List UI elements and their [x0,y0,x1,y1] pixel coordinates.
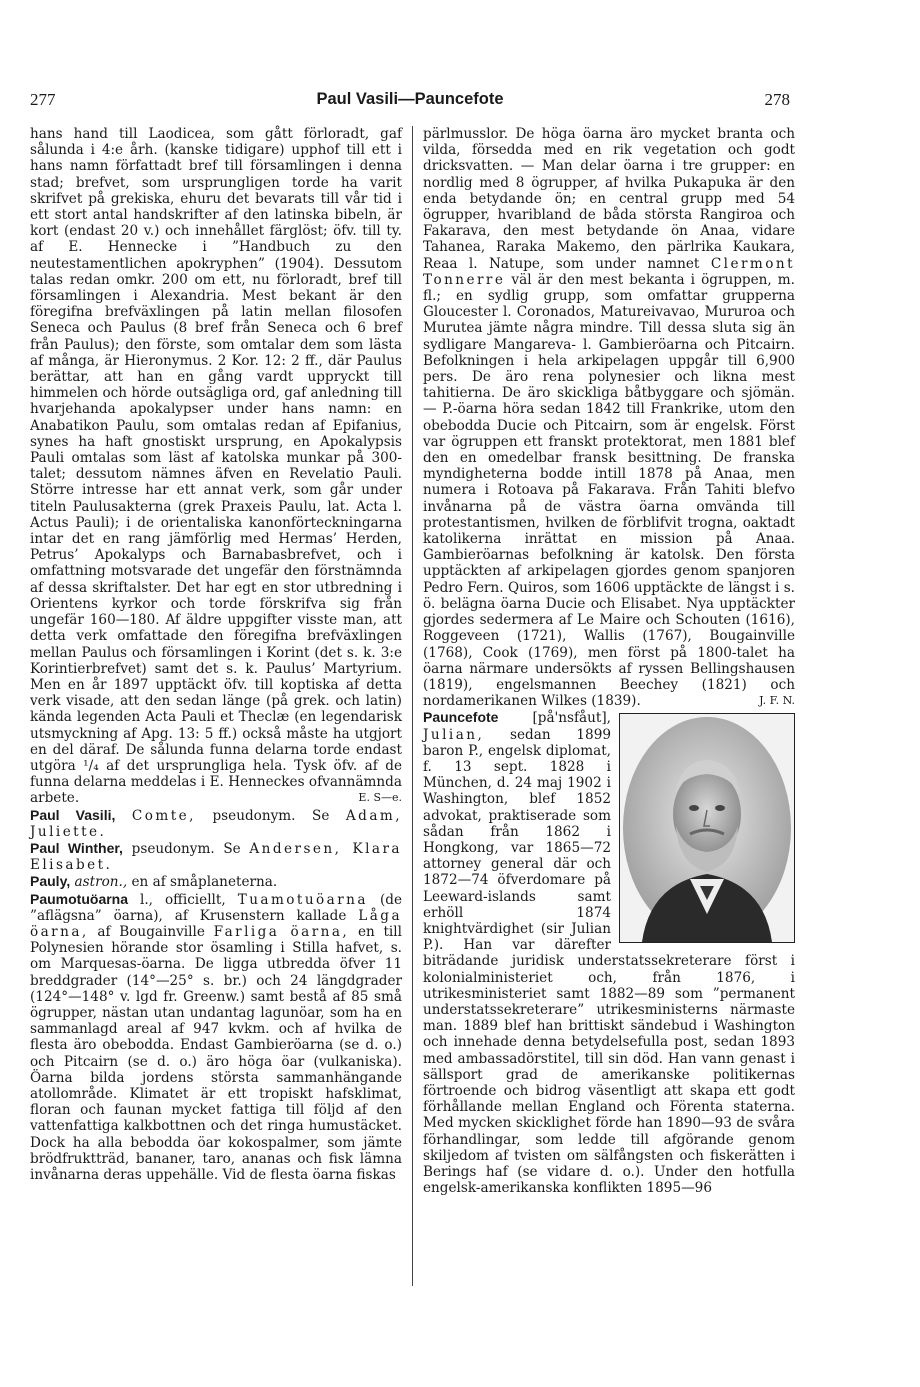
page-header [30,90,790,114]
entry-paul-winther [30,840,402,873]
spaced-name: Julian, [423,726,485,743]
spaced-name: Tuamotuöarna [237,891,368,908]
headword: Paumotuöarna [30,890,129,907]
entry-text: en af småplaneterna. [131,874,278,891]
cross-reference: Adam, Juliette. [30,807,402,840]
entry-text: en till Polynesien hörande stor ösamling i Stilla hafvet, s. om Marquesas-öarna. De ligga utbredda öfver 11 breddgrader (14°—25° s. br.) och 24 längdgrader (124°—148° v. lgd fr. Greenw.) samt bestå af 85 små ögrupper, nästan utan undantag lagunöar, som ha en sammanlagd areal af 947 kvkm. och af hvilka de flesta äro obebodda. Endast Gambieröarna (se d. o.) och Pitcairn (se d. o.) äro höga öar (vulkaniska). Öarna bilda jordens största sammanhängande atollområde. Klimatet är ett tropiskt hafsklimat, floran och faunan mycket fattiga till följd af den vattenfattiga kalkbottnen och det ringa humustäcket. Dock ha alla bebodda öar kokospalmer, som jämte brödfruktträd, bananer, taro, ananas och fisk lämna invånarna deras uppehälle. Vid de flesta öarna fiskas [30,923,402,1183]
entry-name: Comte, [131,807,196,824]
entry-paumotuoarna [30,891,402,1184]
entry-text: (de ”aflägsna” öarna), af Krusenstern kallade [30,891,402,924]
portrait-image [619,713,795,943]
abbreviation: astron., [74,874,128,891]
paragraph-text: hans hand till Laodicea, som gått förloradt, gaf sålunda i 4:e årh. (kanske tidigare) upphof till ett i hans namn författadt bref till församlingen i denna stad; brefvet, som ursprungligen torde ha varit skrifvet på grekiska, ehuru det bevarats till vår tid i ett stort antal handskrifter af den latinska bibeln, är kort (endast 20 v.) och innehållet färglöst; öfv. till ty. af E. Hennecke i ”Handbuch zu den neutestamentlichen apokryphen” (1904). Dessutom talas redan omkr. 200 om ett, nu förloradt, bref till församlingen i Alexandria. Mest bekant är den föregifna brefväxlingen på latin mellan filosofen Seneca och Paulus (8 bref från Seneca och 6 bref från Paulus); den förste, som omtalar dem som lästa af många, är Hieronymus. 2 Kor. 12: 2 ff., där Paulus berättar, att han en gång vardt uppryckt till himmelen och hörde outsägliga ord, gaf anledning till hvarjehanda apokalypser under hans namn: en Anabatikon Paulu, som omtalas redan af Epifanius, synes ha haft gnostiskt ursprung, en Apokalypsis Pauli omtalas som läst af katolska munkar på 300-talet; dessutom nämnes äfven en Revelatio Pauli. Större intresse har ett annat verk, som går under titeln Paulusakterna (grek Praxeis Paulu, lat. Acta l. Actus Pauli); i de orientaliska kanonförteckningarna intar det en rang jämförlig med Hermas’ Herden, Petrus’ Apokalyps och Barnabasbrefvet, och i omfattning motsvarade det ungefär den förstnämnda af dessa skriftalster. Det har egt en stor utbredning i Orientens kyrkor och torde förskrifva sig från ungefär 160—180. Af äldre uppgifter visste man, att detta verk omfattade den föregifna brefväxlingen mellan Paulus och församlingen i Korint (det s. k. 3:e Korintierbrefvet) samt det s. k. Paulus’ Martyrium. Men en år 1897 upptäckt öfv. till koptiska af detta verk visade, att den sedan länge (på grek. och latin) kända legenden Acta Pauli et Theclæ (en legendarisk utsmyckning af Apg. 13: 5 ff.) också måste ha utgjort en del däraf. De sålunda funna delarna torde endast utgöra ¹/₄ af det ursprungliga hela. Tysk öfv. af de funna delarna meddelas i E. Henneckes ofvannämnda arbete. [30,126,402,807]
entry-text: pseudonym. Se [212,807,330,824]
entry-text: sedan 1899 baron P., engelsk diplomat, f. 13 sept. 1828 i München, d. 24 maj 1902 i Washington, blef 1852 advokat, praktiserade som sådan från 1862 i Hongkong, var 1865—72 attorney general där och 1872—74 öfverdomare på Leeward-islands samt erhöll 1874 knightvärdighet (sir Julian P.). Han var därefter biträdande juridisk understatssekreterare först i kolonialministeriet och, från 1876, i utrikesministeriet samt 1882—89 som ”permanent understatssekreterare” utrikesministerns närmaste man. 1889 blef han brittiskt sändebud i Washington och innehade denna betydelsefulla post, sedan 1893 med ambassadörstitel, till sin död. Han vann genast i sällsport grad de amerikanske politikernas förtroende och bidrog väsentligt att skapa ett godt förhållande mellan England och Förenta staterna. Med mycken skicklighet förde han 1890—93 de svåra förhandlingar, som ledde till afgörande genom skiljedom af tvisten om sälfångsten och fiskerätten i Berings haf (se vidare d. o.). Under den hotfulla engelsk-amerikanska konflikten 1895—96 [423,726,795,1197]
entry-text: pseudonym. Se [131,840,241,857]
entry-pauly [30,873,402,890]
cross-reference: Andersen, Klara Elisabet. [30,840,402,874]
column-divider [412,126,413,1286]
headword: Pauly, [30,873,71,890]
headword: Pauncefote [423,709,499,726]
entry-pauncefote [423,709,795,1196]
entry-text: af Bougainville [97,923,205,940]
left-page-number: 277 [30,90,56,109]
pronunciation: [på'nsfåut], [532,710,611,727]
entry-paul-vasili [30,807,402,840]
spaced-name: Clermont Tonnerre [423,255,795,288]
paumotu-continuation [423,126,795,709]
spaced-name: Låga öarna, [30,907,402,940]
left-column [30,126,402,1183]
paragraph-text: väl är den mest bekanta i ögruppen, m. fl.; en sydlig grupp, som omfattar grupperna Gloucester l. Coronados, Matureivavao, Mururoa och Murutea jämte några mindre. Till dessa sluta sig än sydligare Mangareva- l. Gambieröarna och Pitcairn. Befolkningen i hela arkipelagen uppgår till 6,900 pers. De äro rena polynesier och likna mest tahitierna. De äro skickliga båtbyggare och sjömän. — P.-öarna höra sedan 1842 till Frankrike, utom den obebodda Ducie och Pitcairn, som är engelsk. Först var ögruppen ett franskt protektorat, men 1881 blef den en omedelbar fransk besittning. De franska myndigheterna bodde intill 1878 på Anaa, men numera i Rotoava på Fakarava. Från Tahiti blefvo invånarna på de västra öarna omvända till protestantismen, hvilken de förblifvit trogna, oaktadt katolikerna inrättat en mission på Anaa. Gambieröarnas befolkning är katolsk. Den första upptäckten af arkipelagen gjordes genom spanjoren Pedro Fern. Quiros, som 1606 upptäckte de längst i s. ö. belägna öarna Ducie och Elisabet. Nya upptäckter gjordes sedermera af Le Maire och Schouten (1616), Roggeveen (1721), Wallis (1767), Bougainville (1768), Cook (1769), men först på 1800-talet ha öarna närmare undersökts af ryssen Bellingshausen (1819), engelsmannen Beechey (1821) och nordamerikanen Wilkes (1839). [423,271,795,710]
spaced-name: Farliga öarna, [213,923,350,940]
right-column [423,126,795,1196]
headword: Paul Winther, [30,839,123,856]
entry-text: l., officiellt, [140,891,226,908]
paulus-apocrypha-paragraph [30,126,402,807]
portrait-engraving [620,714,794,942]
running-title: Paul Vasili—Pauncefote [316,90,504,108]
headword: Paul Vasili, [30,806,116,823]
author-signature: E. S—e. [358,791,402,805]
right-page-number: 278 [764,90,790,109]
author-signature: J. F. N. [759,694,795,708]
paragraph-text: pärlmusslor. De höga öarna äro mycket branta och vilda, försedda med en rik vegetation och godt dricksvatten. — Man delar öarna i tre grupper: en nordlig med 8 ögrupper, af hvilka Pukapuka är den enda betydande ön; en central grupp med 54 ögrupper, hvaribland de båda största Rangiroa och Fakarava, den mest betydande ön Anaa, vidare Tahanea, Raraka Makemo, den pärlrika Kaukara, Reaa l. Natupe, som under namnet [423,126,795,272]
